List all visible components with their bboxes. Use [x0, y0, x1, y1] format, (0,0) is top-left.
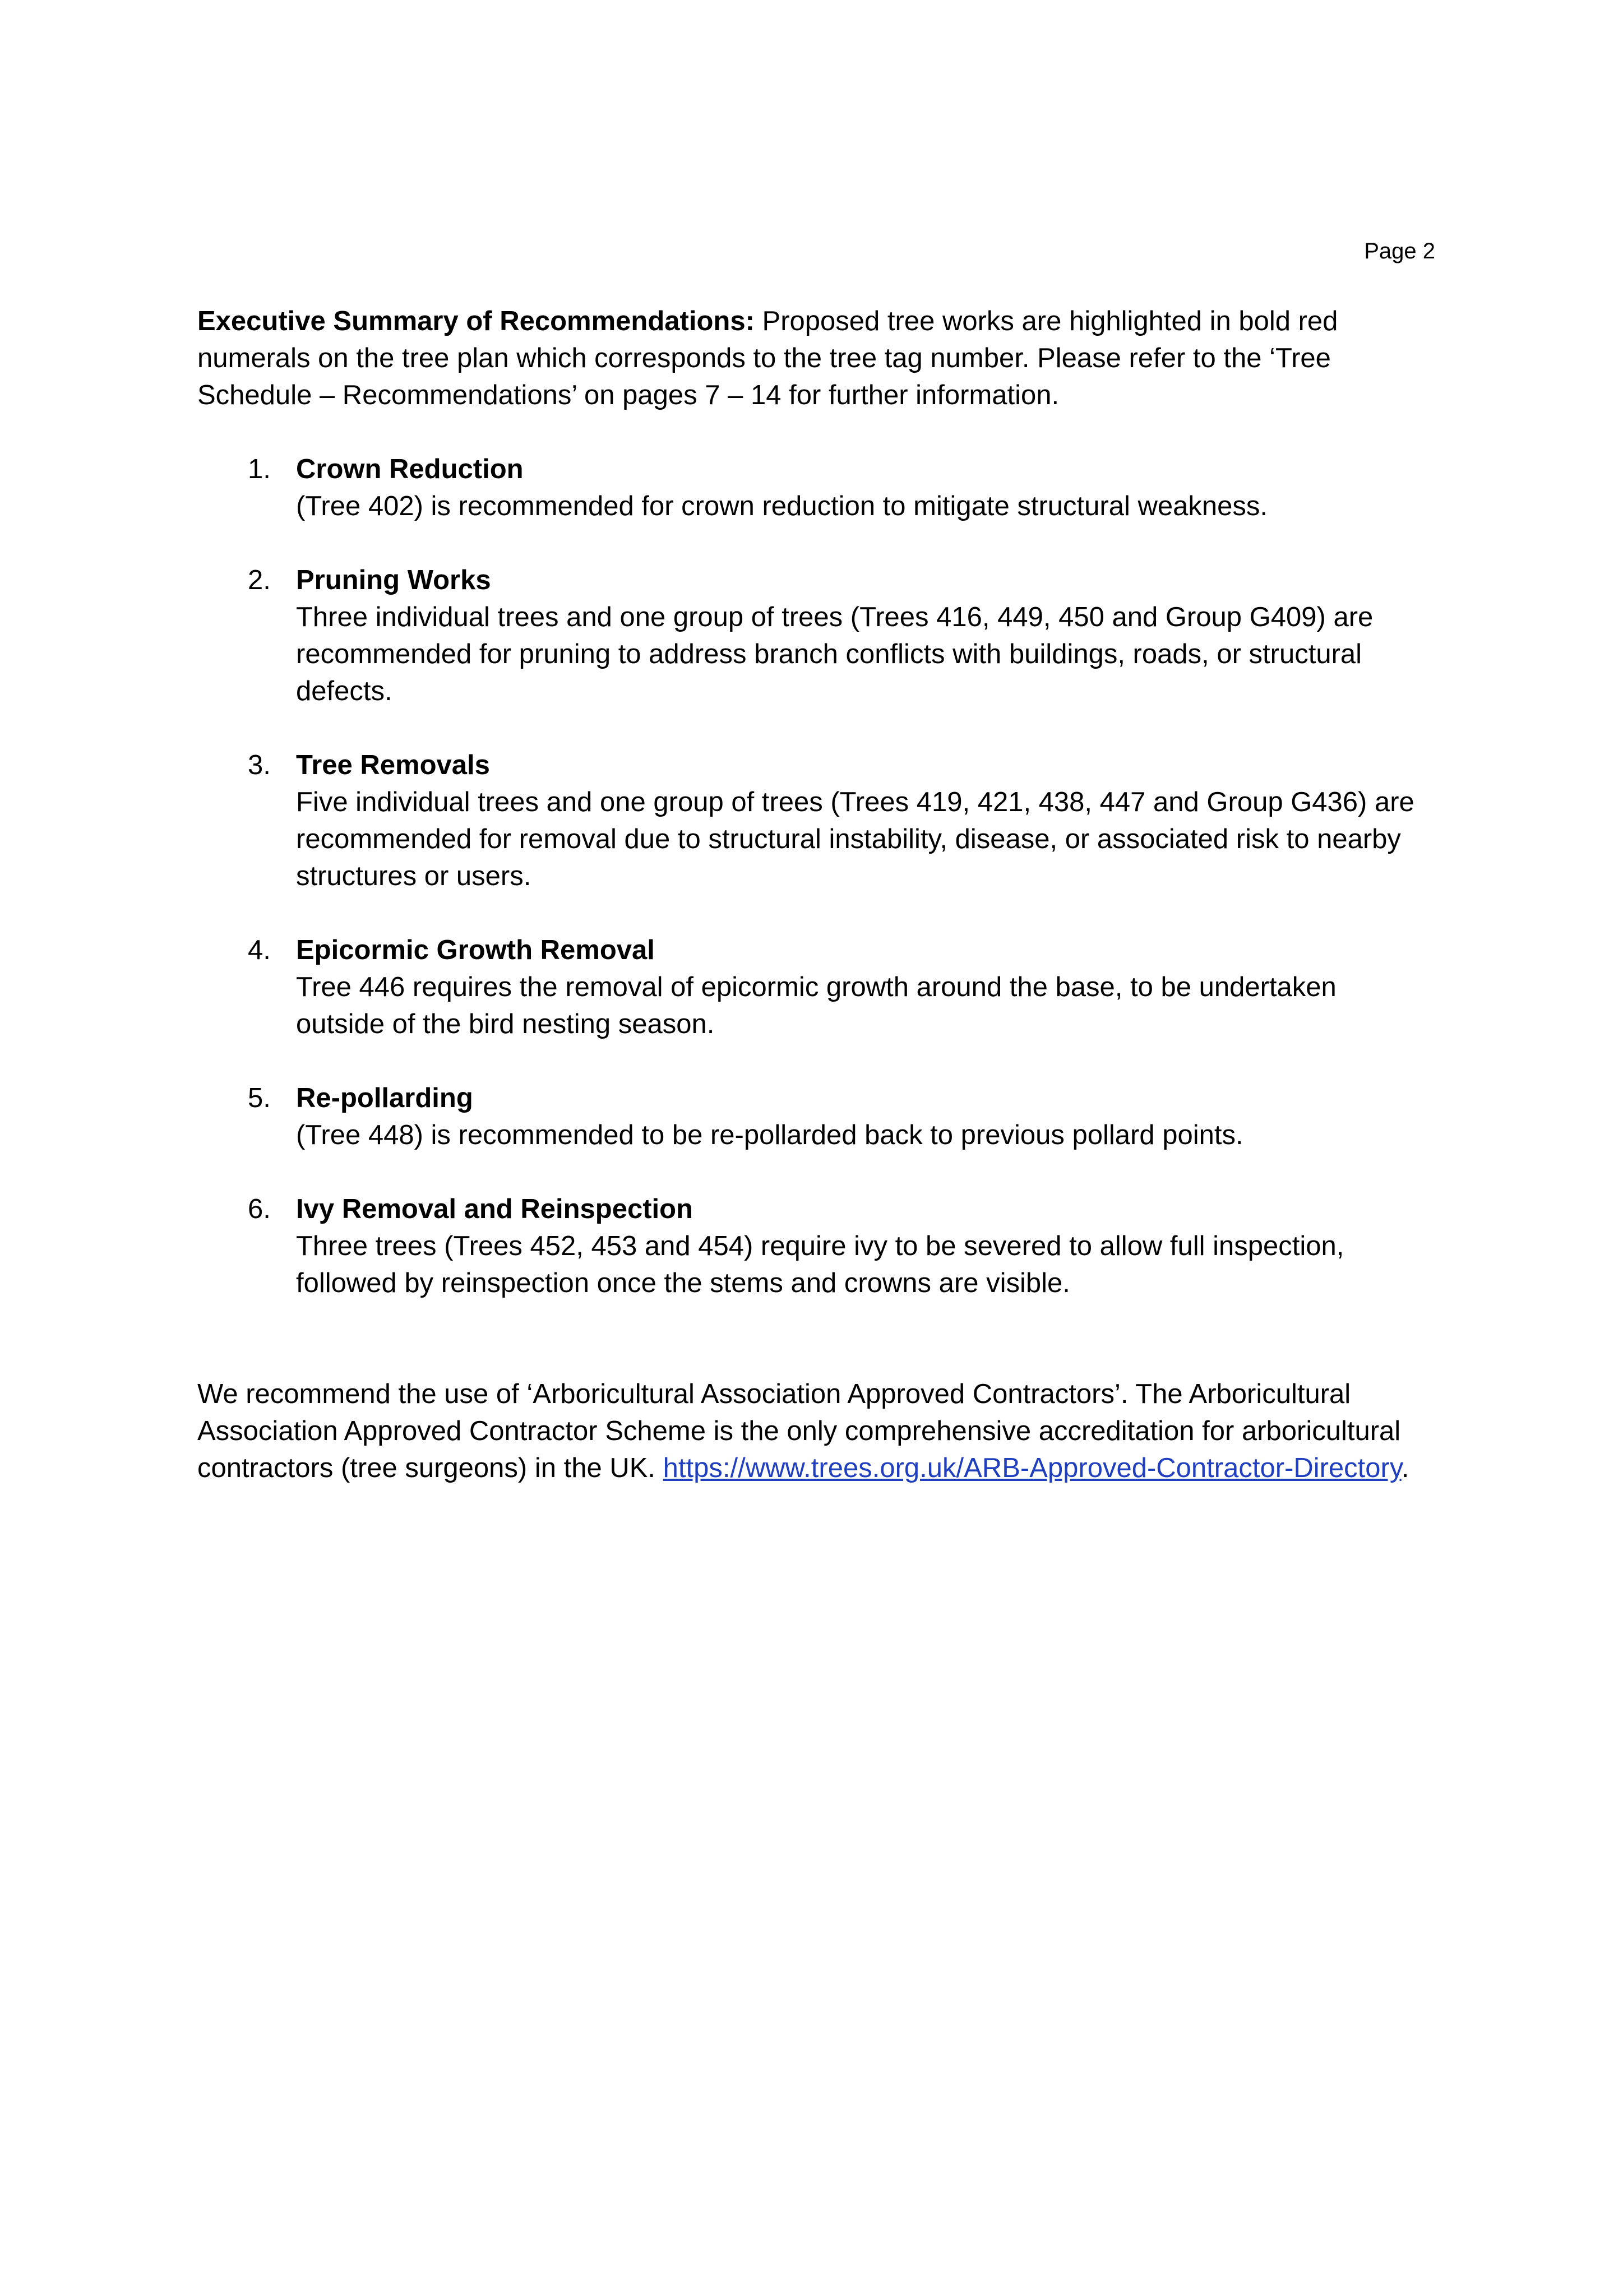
- recommendation-number: 3.: [248, 750, 271, 780]
- recommendation-description: (Tree 402) is recommended for crown reduction to mitigate structural weakness.: [296, 491, 1268, 521]
- executive-summary-intro: [197, 303, 1431, 414]
- recommendation-item: [197, 932, 1431, 1043]
- recommendation-description: (Tree 448) is recommended to be re-pollarded back to previous pollard points.: [296, 1120, 1243, 1150]
- recommendation-description: Three individual trees and one group of trees (Trees 416, 449, 450 and Group G409) are recommended for pruning to address branch conflicts with buildings, roads, or structural defects.: [296, 602, 1374, 706]
- executive-summary-heading: Executive Summary of Recommendations:: [197, 306, 755, 336]
- recommendation-item: [197, 451, 1431, 525]
- recommendation-title: Ivy Removal and Reinspection: [296, 1194, 693, 1224]
- recommendation-number: 4.: [248, 935, 271, 965]
- contractor-directory-link[interactable]: https://www.trees.org.uk/ARB-Approved-Contractor-Directory: [663, 1453, 1402, 1483]
- recommendation-title: Tree Removals: [296, 750, 490, 780]
- recommendation-title: Re-pollarding: [296, 1083, 473, 1113]
- recommendation-item: [197, 1191, 1431, 1302]
- recommendation-number: 5.: [248, 1083, 271, 1113]
- recommendation-number: 2.: [248, 565, 271, 595]
- recommendation-item: [197, 1080, 1431, 1154]
- recommendation-description: Tree 446 requires the removal of epicormic growth around the base, to be undertaken outside of the bird nesting season.: [296, 972, 1337, 1039]
- executive-summary-text: Proposed tree works are highlighted in bold red numerals on the tree plan which corresponds to the tree tag number. Please refer to the ‘Tree Schedule – Recommendations’ on pages 7 – 14 for further information.: [197, 306, 1338, 410]
- recommendation-item: [197, 747, 1431, 895]
- document-body: [197, 303, 1431, 1487]
- recommendation-number: 6.: [248, 1194, 271, 1224]
- recommendation-description: Three trees (Trees 452, 453 and 454) require ivy to be severed to allow full inspection, followed by reinspection once the stems and crowns are visible.: [296, 1231, 1344, 1298]
- recommendation-title: Epicormic Growth Removal: [296, 935, 655, 965]
- recommendation-title: Crown Reduction: [296, 454, 524, 484]
- page-number: Page 2: [1364, 239, 1435, 263]
- recommendation-description: Five individual trees and one group of trees (Trees 419, 421, 438, 447 and Group G436) are recommended for removal due to structural instability, disease, or associated risk to nearby structures or users.: [296, 787, 1414, 891]
- recommendations-list: [197, 451, 1431, 1302]
- recommendation-item: [197, 562, 1431, 710]
- recommendation-number: 1.: [248, 454, 271, 484]
- recommendation-title: Pruning Works: [296, 565, 491, 595]
- contractor-recommendation: [197, 1376, 1431, 1487]
- contractor-text: We recommend the use of ‘Arboricultural Association Approved Contractors’. The Arboricultural Association Approved Contractor Scheme is the only comprehensive accreditation for arboricultural contractors (tree surgeons) in the UK.: [197, 1379, 1401, 1483]
- closing-period: .: [1401, 1453, 1409, 1483]
